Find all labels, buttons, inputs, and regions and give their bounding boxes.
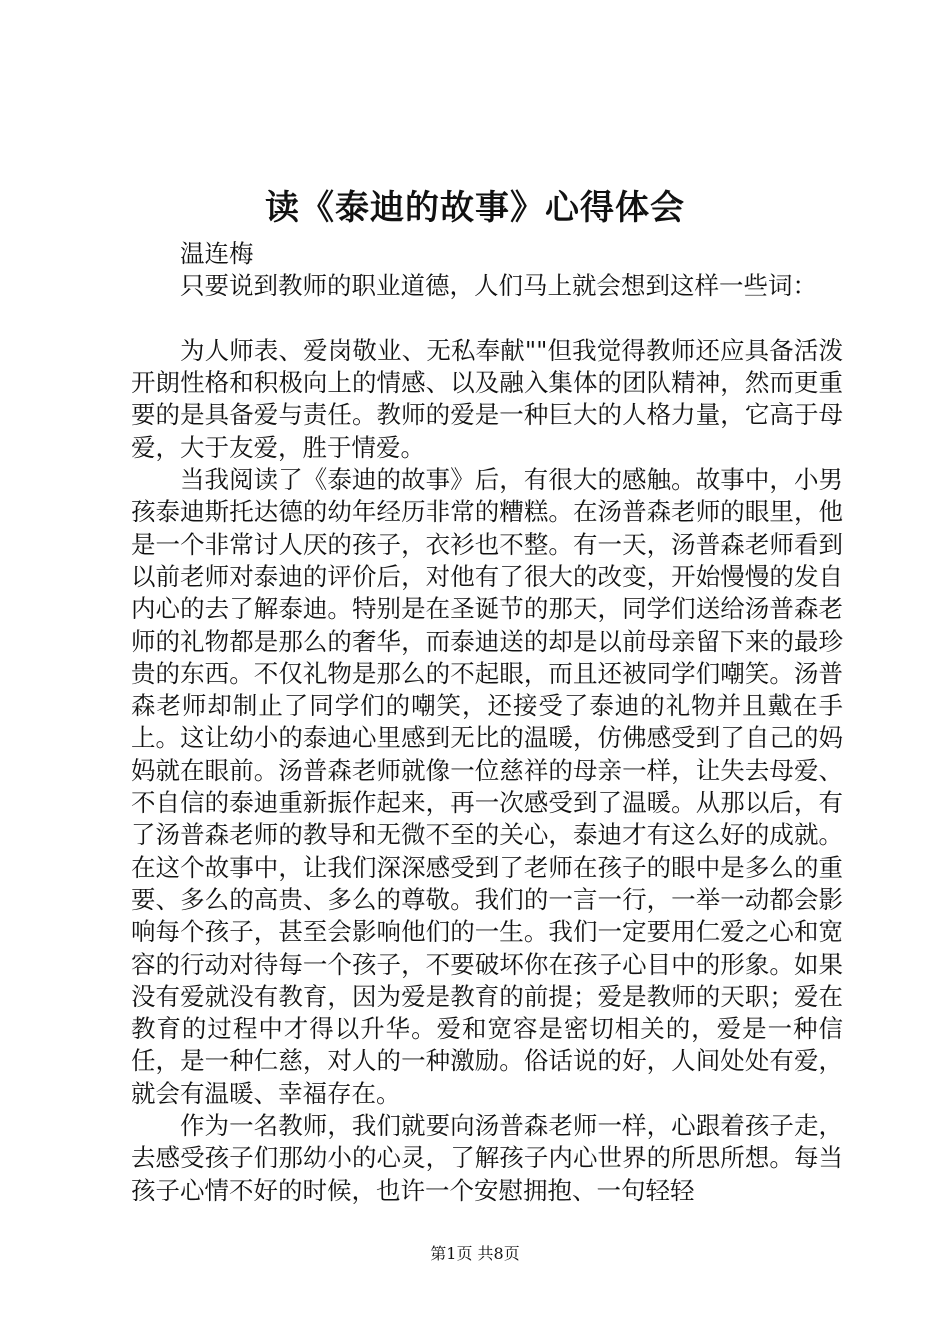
page-number: 第1页 共8页 <box>430 1244 520 1263</box>
paragraph-2: 为人师表、爱岗敬业、无私奉献""但我觉得教师还应具备活泼开朗性格和积极向上的情感、以及融入集体的团队精神，然而更重要的是具备爱与责任。教师的爱是一种巨大的人格力量，它高于母爱，大于友爱，胜于情爱。 <box>131 335 843 462</box>
document-title: 读《泰迪的故事》心得体会 <box>265 188 685 228</box>
paragraph-3: 当我阅读了《泰迪的故事》后，有很大的感触。故事中，小男孩泰迪斯托达德的幼年经历非常的糟糕。在汤普森老师的眼里，他是一个非常讨人厌的孩子，衣衫也不整。有一天，汤普森老师看到以前老师对泰迪的评价后，对他有了很大的改变，开始慢慢的发自内心的去了解泰迪。特别是在圣诞节的那天，同学们送给汤普森老师的礼物都是那么的奢华，而泰迪送的却是以前母亲留下来的最珍贵的东西。不仅礼物是那么的不起眼，而且还被同学们嘲笑。汤普森老师却制止了同学们的嘲笑，还接受了泰迪的礼物并且戴在手上。这让幼小的泰迪心里感到无比的温暖，仿佛感受到了自己的妈妈就在眼前。汤普森老师就像一位慈祥的母亲一样，让失去母爱、不自信的泰迪重新振作起来，再一次感受到了温暖。从那以后，有了汤普森老师的教导和无微不至的关心，泰迪才有这么好的成就。在这个故事中，让我们深深感受到了老师在孩子的眼中是多么的重要、多么的高贵、多么的尊敬。我们的一言一行，一举一动都会影响每个孩子，甚至会影响他们的一生。我们一定要用仁爱之心和宽容的行动对待每一个孩子，不要破坏你在孩子心目中的形象。如果没有爱就没有教育，因为爱是教育的前提；爱是教师的天职；爱在教育的过程中才得以升华。爱和宽容是密切相关的，爱是一种信任，是一种仁慈，对人的一种激励。俗话说的好，人间处处有爱，就会有温暖、幸福存在。 <box>131 465 843 1108</box>
paragraph-1: 只要说到教师的职业道德，人们马上就会想到这样一些词： <box>180 271 817 301</box>
paragraph-4: 作为一名教师，我们就要向汤普森老师一样，心跟着孩子走，去感受孩子们那幼小的心灵，了解孩子内心世界的所思所想。每当孩子心情不好的时候，也许一个安慰拥抱、一句轻轻 <box>131 1111 843 1205</box>
paragraph-spacer <box>131 303 843 335</box>
document-body <box>131 238 843 1207</box>
author-name: 温连梅 <box>180 239 254 268</box>
